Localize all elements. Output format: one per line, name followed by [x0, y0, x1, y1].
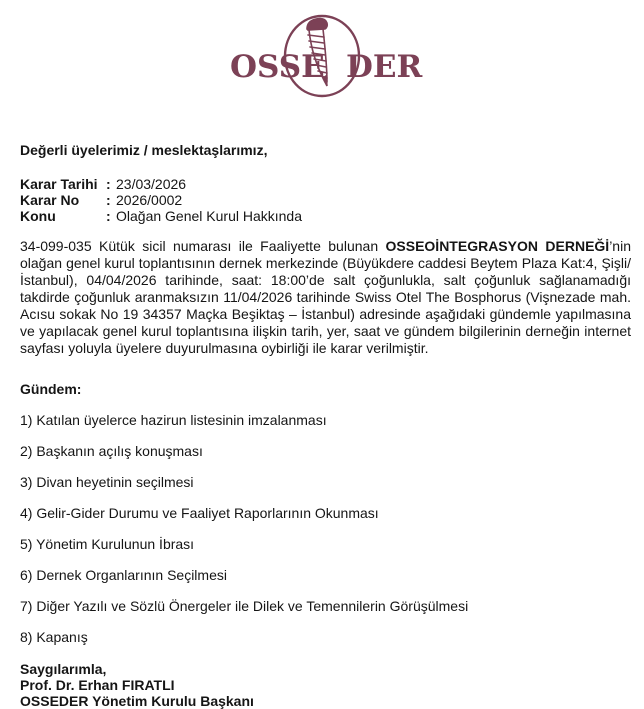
- greeting-line: Değerli üyelerimiz / meslektaşlarımız,: [20, 142, 268, 158]
- agenda-item: 3) Divan heyetinin seçilmesi: [20, 474, 194, 490]
- paragraph-text-before: 34-099-035 Kütük sicil numarası ile Faaliyette bulunan: [20, 238, 386, 254]
- osseder-logo: [220, 12, 424, 108]
- decision-meta: [20, 176, 631, 224]
- meta-value: 2026/0002: [116, 192, 183, 208]
- agenda-item: 2) Başkanın açılış konuşması: [20, 443, 203, 459]
- signature-closing: Saygılarımla,: [20, 661, 107, 677]
- letter-content: [0, 142, 644, 709]
- meta-label: Karar No: [20, 192, 80, 208]
- agenda-item: 1) Katılan üyelerce hazirun listesinin imzalanması: [20, 412, 327, 428]
- agenda-title: Gündem:: [20, 381, 82, 397]
- meta-value: Olağan Genel Kurul Hakkında: [116, 208, 302, 224]
- meta-row-subject: [20, 208, 631, 224]
- agenda-item: 6) Dernek Organlarının Seçilmesi: [20, 567, 227, 583]
- paragraph-text-after: ’nin olağan genel kurul toplantısının dernek merkezinde (Büyükdere caddesi Beytem Plaza Kat:4, Şişli/İstanbul), 04/04/2026 tarihinde, saat: 18:00’de salt çoğunlukla, salt çoğunluk sağlanamadığı takdirde çoğunluk aranmaksızın 11/04/2026 tarihinde Swiss Otel The Bosphorus (Vişnezade mah. Acısu sokak No 19 34357 Maçka Beşiktaş – İstanbul) adresinde aşağıdaki gündemle yapılmasına ve yapılacak genel kurul toplantısına ilişkin tarih, yer, saat ve gündem bilgilerinin derneğin internet sayfası yoluyla üyelere duyurulmasına oybirliği ile karar verilmiştir.: [20, 238, 631, 356]
- agenda-item: 4) Gelir-Gider Durumu ve Faaliyet Raporlarının Okunması: [20, 505, 379, 521]
- meta-row-number: [20, 192, 631, 208]
- agenda-item: 5) Yönetim Kurulunun İbrası: [20, 536, 195, 552]
- agenda-item: 7) Diğer Yazılı ve Sözlü Önergeler ile Dilek ve Temennilerin Görüşülmesi: [20, 598, 469, 614]
- signatory-title: OSSEDER Yönetim Kurulu Başkanı: [20, 693, 254, 709]
- meta-value: 23/03/2026: [116, 176, 187, 192]
- organization-name: OSSEOİNTEGRASYON DERNEĞİ: [385, 238, 610, 254]
- logo-text-left: OSSE: [230, 49, 325, 85]
- meta-label: Konu: [20, 208, 56, 224]
- meta-row-date: [20, 176, 631, 192]
- agenda-list: [20, 412, 631, 646]
- meta-colon: :: [106, 208, 111, 224]
- meta-colon: :: [106, 192, 111, 208]
- signature-block: [20, 661, 631, 709]
- logo-header: [0, 0, 644, 108]
- decision-paragraph: [20, 238, 631, 357]
- agenda-item: 8) Kapanış: [20, 629, 88, 645]
- meta-colon: :: [106, 176, 111, 192]
- signatory-name: Prof. Dr. Erhan FIRATLI: [20, 677, 175, 693]
- meta-label: Karar Tarihi: [20, 176, 98, 192]
- logo-text-right: DER: [346, 49, 423, 85]
